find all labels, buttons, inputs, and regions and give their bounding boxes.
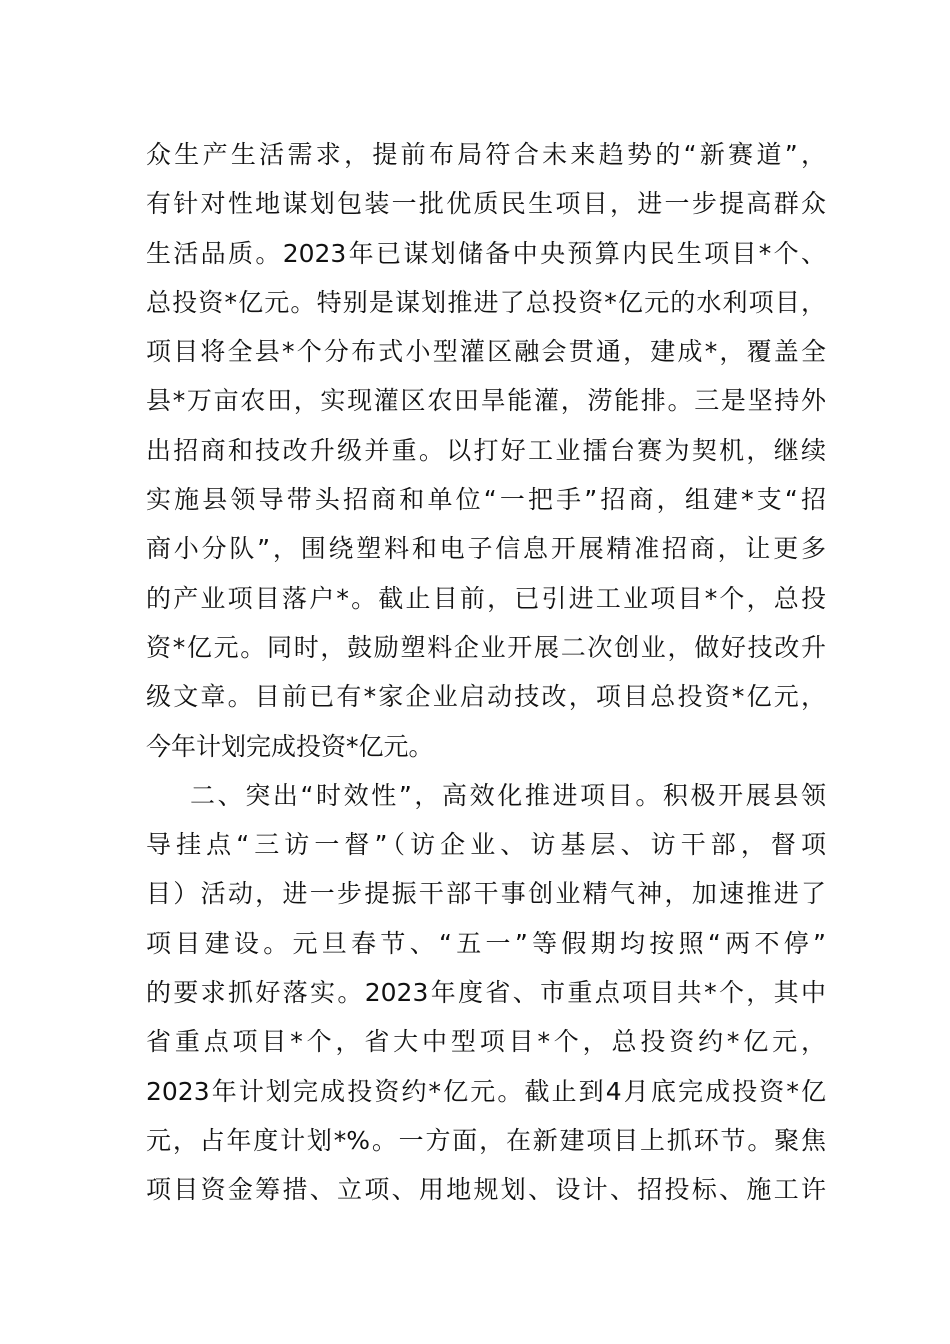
text-line: 商小分队”，围绕塑料和电子信息开展精准招商，让更多 <box>146 534 826 564</box>
text-line: 2023年计划完成投资约*亿元。截止到4月底完成投资*亿 <box>146 1076 826 1106</box>
text-line: 资*亿元。同时，鼓励塑料企业开展二次创业，做好技改升 <box>146 632 826 662</box>
text-line: 省重点项目*个，省大中型项目*个，总投资约*亿元， <box>146 1027 826 1057</box>
paragraph-end-line: 今年计划完成投资*亿元。 <box>146 731 434 761</box>
text-line: 总投资*亿元。特别是谋划推进了总投资*亿元的水利项目， <box>146 287 826 317</box>
document-body <box>146 130 826 1215</box>
text-line: 元，占年度计划*%。一方面，在新建项目上抓环节。聚焦 <box>146 1125 826 1155</box>
text-line: 导挂点“三访一督”（访企业、访基层、访干部，督项 <box>146 830 826 860</box>
text-line: 项目将全县*个分布式小型灌区融会贯通，建成*，覆盖全 <box>146 337 826 367</box>
section-heading-line: 二、突出“时效性”，高效化推进项目。积极开展县领 <box>190 780 826 810</box>
text-line: 县*万亩农田，实现灌区农田旱能灌，涝能排。三是坚持外 <box>146 386 826 416</box>
text-line: 目）活动，进一步提振干部干事创业精气神，加速推进了 <box>146 879 826 909</box>
text-line: 实施县领导带头招商和单位“一把手”招商，组建*支“招 <box>146 485 826 515</box>
text-line: 项目资金筹措、立项、用地规划、设计、招投标、施工许 <box>146 1175 826 1205</box>
text-line: 出招商和技改升级并重。以打好工业擂台赛为契机，继续 <box>146 435 826 465</box>
text-line: 众生产生活需求，提前布局符合未来趋势的“新赛道”， <box>146 140 826 169</box>
text-line: 生活品质。2023年已谋划储备中央预算内民生项目*个、 <box>146 238 826 268</box>
text-line: 有针对性地谋划包装一批优质民生项目，进一步提高群众 <box>146 189 826 219</box>
text-line: 级文章。目前已有*家企业启动技改，项目总投资*亿元， <box>146 682 826 712</box>
text-line: 的产业项目落户*。截止目前，已引进工业项目*个，总投 <box>146 583 826 613</box>
text-line: 的要求抓好落实。2023年度省、市重点项目共*个，其中 <box>146 978 826 1008</box>
text-line: 项目建设。元旦春节、“五一”等假期均按照“两不停” <box>146 928 826 958</box>
